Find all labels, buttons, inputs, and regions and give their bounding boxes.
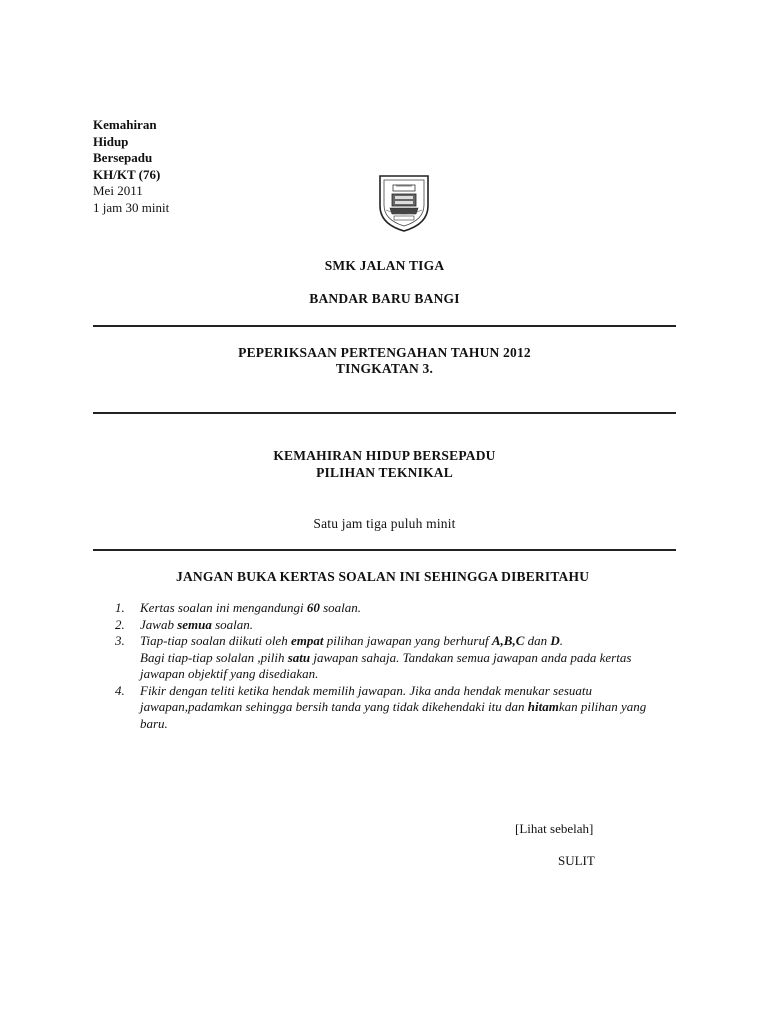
exam-date: Mei 2011 (93, 183, 143, 198)
divider-3 (93, 549, 676, 551)
paper-subject: KEMAHIRAN HIDUP BERSEPADU (273, 448, 496, 463)
paper-duration-text: Satu jam tiga puluh minit (313, 516, 456, 531)
instruction-item-3 (115, 633, 675, 683)
instruction-text: Kertas soalan ini mengandungi (140, 600, 307, 615)
instruction-number: 3. (115, 633, 125, 648)
classification-label: SULIT (558, 853, 595, 868)
school-crest-icon (374, 172, 434, 234)
instruction-text: Bagi tiap-tiap solalan ,pilih (140, 649, 288, 665)
instruction-item-2 (115, 617, 675, 634)
instruction-item-4 (115, 683, 675, 733)
instruction-number: 1. (115, 600, 125, 615)
paper-code: KH/KT (76) (93, 166, 161, 182)
header-info (93, 117, 169, 216)
instruction-number: 4. (115, 682, 125, 698)
subject-line-1: Kemahiran (93, 117, 157, 132)
instruction-text: Jawab (140, 616, 178, 632)
instruction-bold: empat (290, 633, 324, 648)
instruction-bold: 60 (306, 600, 320, 615)
exam-title: PEPERIKSAAN PERTENGAHAN TAHUN 2012 (238, 345, 531, 360)
instruction-bold: satu (287, 649, 311, 665)
instruction-text: . (559, 633, 564, 648)
warning-text: JANGAN BUKA KERTAS SOALAN INI SEHINGGA DIBERITAHU (176, 569, 590, 584)
instruction-text: Tiap-tiap soalan diikuti oleh (140, 633, 291, 648)
school-name: SMK JALAN TIGA (324, 258, 445, 273)
instruction-text: Fikir dengan teliti ketika hendak memilih jawapan. Jika anda hendak menukar sesuatu jawapan,padamkan sehingga bersih tanda yang tidak dikehendaki itu dan (140, 682, 593, 714)
instruction-text: soalan. (211, 616, 254, 632)
instruction-bold: hitam (527, 699, 559, 714)
divider-2 (93, 412, 676, 414)
paper-option: PILIHAN TEKNIKAL (316, 465, 453, 480)
instruction-text: dan (524, 633, 551, 648)
instruction-bold: A,B,C (491, 633, 525, 648)
instruction-item-1 (115, 600, 675, 617)
school-location: BANDAR BARU BANGI (309, 291, 460, 306)
turn-over-label: [Lihat sebelah] (515, 821, 594, 836)
subject-line-2: Hidup (93, 133, 129, 149)
exam-form: TINGKATAN 3. (335, 361, 434, 376)
instruction-number: 2. (115, 616, 125, 632)
instruction-bold: semua (177, 616, 212, 632)
instruction-text: kan pilihan yang baru. (140, 699, 647, 731)
subject-line-3: Bersepadu (93, 150, 153, 165)
instruction-bold: D (550, 633, 560, 648)
instruction-text: pilihan jawapan yang berhuruf (323, 633, 492, 648)
exam-duration: 1 jam 30 minit (93, 199, 170, 215)
instruction-text: jawapan sahaja. Tandakan semua jawapan anda pada kertas jawapan objektif yang disediakan. (140, 649, 632, 681)
instructions-list (115, 600, 675, 732)
instruction-text: soalan. (319, 600, 362, 615)
divider-1 (93, 325, 676, 327)
